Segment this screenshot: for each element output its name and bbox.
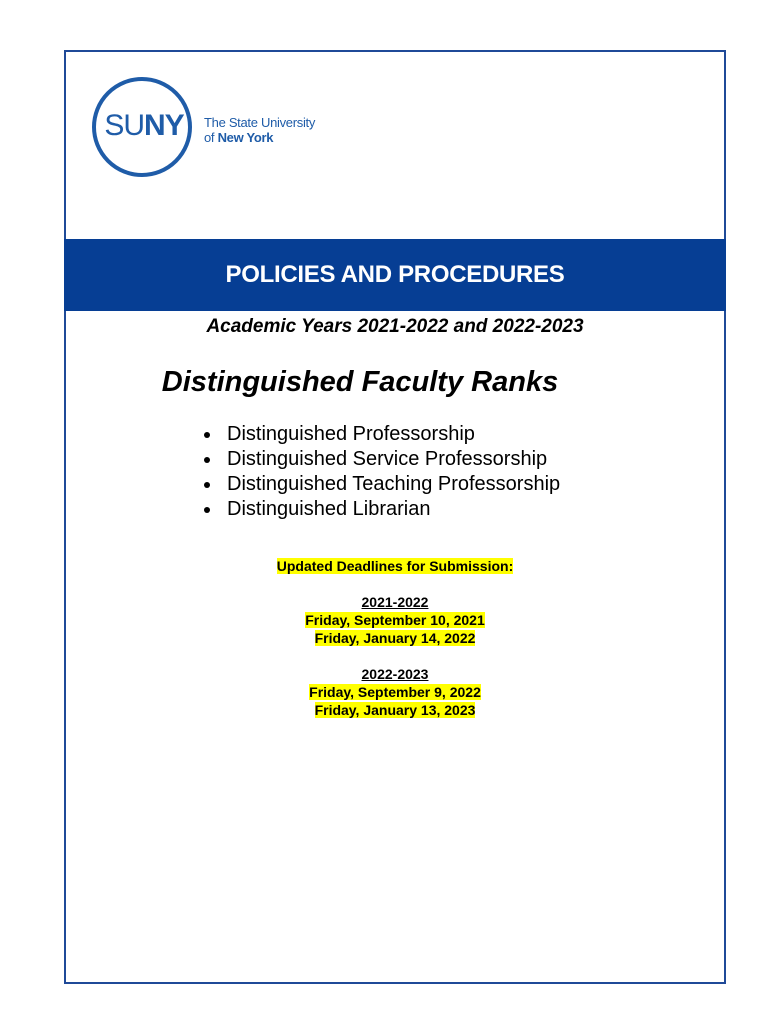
title-banner: POLICIES AND PROCEDURES <box>64 239 726 311</box>
deadline-year: 2022-2023 <box>361 666 429 682</box>
list-item: Distinguished Teaching Professorship <box>200 472 560 497</box>
list-item: Distinguished Service Professorship <box>200 447 560 472</box>
document-title: Distinguished Faculty Ranks <box>161 366 559 398</box>
suny-logo <box>92 77 316 187</box>
deadlines-heading: Updated Deadlines for Submission: <box>276 558 514 574</box>
list-item: Distinguished Librarian <box>200 497 560 522</box>
deadline-date: Friday, January 13, 2023 <box>314 702 476 718</box>
deadline-date: Friday, September 9, 2022 <box>309 684 481 700</box>
deadlines-section <box>64 557 726 719</box>
deadline-year: 2021-2022 <box>361 594 429 610</box>
logo-tagline <box>204 115 334 145</box>
logo-tagline-line2: of New York <box>204 130 274 145</box>
logo-tagline-line1: The State University <box>204 115 316 130</box>
ranks-list <box>200 422 560 522</box>
academic-years-subtitle: Academic Years 2021-2022 and 2022-2023 <box>206 316 584 337</box>
logo-mark: SUNY <box>104 109 184 142</box>
deadline-date: Friday, September 10, 2021 <box>305 612 485 628</box>
deadline-date: Friday, January 14, 2022 <box>314 630 476 646</box>
list-item: Distinguished Professorship <box>200 422 560 447</box>
